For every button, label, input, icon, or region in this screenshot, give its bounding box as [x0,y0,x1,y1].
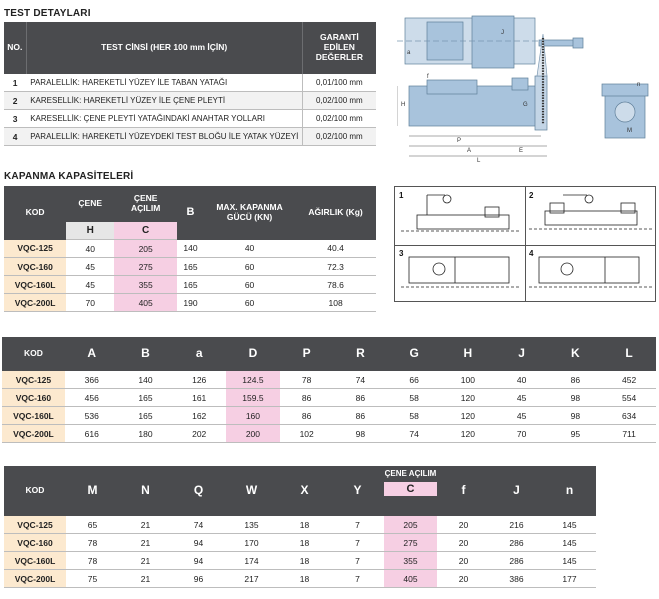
test-value-cell: 0,02/100 mm [302,92,376,110]
value-cell: 126 [172,371,226,389]
table-row [4,516,596,534]
value-cell: 100 [441,371,495,389]
table-row [4,74,376,92]
value-cell: 66 [387,371,441,389]
value-cell: 355 [384,552,437,570]
opening-header-label: ÇENE AÇILIM [384,469,437,478]
value-cell: 58 [387,407,441,425]
cap-header-opening: ÇENE AÇILIM [114,186,177,222]
value-cell: 78 [280,371,334,389]
table-row [4,552,596,570]
code-cell: VQC-200L [4,570,66,588]
value-cell: 65 [66,516,119,534]
dims1-header-col: L [602,337,656,371]
value-cell: 21 [119,516,172,534]
dimension-label: E [519,148,524,154]
value-cell: 275 [114,258,177,276]
table-row [4,92,376,110]
value-cell: 165 [177,258,204,276]
dims1-header-col: B [119,337,173,371]
value-cell: 40 [66,240,114,258]
dims1-header-col: A [65,337,119,371]
value-cell: 45 [66,276,114,294]
value-cell: 536 [65,407,119,425]
value-cell: 86 [280,407,334,425]
dimension-label: M [627,128,632,134]
value-cell: 174 [225,552,278,570]
value-cell: 74 [334,371,388,389]
value-cell: 40.4 [295,240,376,258]
test-no-cell: 2 [4,92,26,110]
test-name-cell: KARESELLİK: ÇENE PLEYTİ YATAĞINDAKİ ANAHTAR YOLLARI [26,110,302,128]
table-row [2,389,656,407]
value-cell: 86 [548,371,602,389]
test-section-title: TEST DETAYLARI [4,8,91,19]
value-cell: 45 [66,258,114,276]
value-cell: 120 [441,425,495,443]
value-cell: 405 [384,570,437,588]
value-cell: 161 [172,389,226,407]
dims1-header-col: D [226,337,280,371]
value-cell: 60 [204,258,295,276]
panel-label-1: 1 [399,191,404,200]
value-cell: 20 [437,570,490,588]
code-cell: VQC-200L [4,294,66,312]
value-cell: 177 [543,570,596,588]
value-cell: 135 [225,516,278,534]
dimension-label: P [457,138,462,144]
capacity-table [4,186,376,312]
test-value-cell: 0,02/100 mm [302,110,376,128]
value-cell: 120 [441,389,495,407]
value-cell: 140 [119,371,173,389]
dims2-header-col: W [225,466,278,516]
panel-label-2: 2 [529,191,534,200]
value-cell: 355 [114,276,177,294]
value-cell: 18 [278,570,331,588]
table-row [4,294,376,312]
value-cell: 21 [119,552,172,570]
test-name-cell: PARALELLİK: HAREKETLİ YÜZEYDEKİ TEST BLOĞU İLE YATAK YÜZEYİ [26,128,302,146]
test-panels [394,186,656,302]
value-cell: 386 [490,570,543,588]
value-cell: 96 [172,570,225,588]
header-no: NO. [4,22,26,74]
table-row [4,534,596,552]
code-cell: VQC-125 [2,371,65,389]
value-cell: 94 [172,552,225,570]
value-cell: 21 [119,570,172,588]
value-cell: 145 [543,516,596,534]
value-cell: 124.5 [226,371,280,389]
value-cell: 74 [172,516,225,534]
value-cell: 45 [495,407,549,425]
value-cell: 20 [437,516,490,534]
code-cell: VQC-160L [4,552,66,570]
table-row [2,425,656,443]
dimensions-table-1 [2,337,656,443]
value-cell: 20 [437,552,490,570]
value-cell: 159.5 [226,389,280,407]
value-cell: 75 [66,570,119,588]
value-cell: 86 [280,389,334,407]
dims1-header-col: P [280,337,334,371]
dims1-header-col: a [172,337,226,371]
value-cell: 145 [543,552,596,570]
panel-label-4: 4 [529,249,534,258]
value-cell: 45 [495,389,549,407]
value-cell: 165 [119,389,173,407]
cap-subheader-c: C [114,222,177,240]
code-cell: VQC-125 [4,516,66,534]
dims2-header-col: f [437,466,490,516]
value-cell: 78 [66,534,119,552]
dims2-header-code: KOD [4,466,66,516]
table-row [4,110,376,128]
value-cell: 108 [295,294,376,312]
cap-header-jaw: ÇENE [66,186,114,222]
test-details-table [4,22,376,146]
dims2-header-col: X [278,466,331,516]
dims2-header-col: N [119,466,172,516]
code-cell: VQC-160 [4,258,66,276]
test-name-cell: PARALELLİK: HAREKETLİ YÜZEY İLE TABAN YATAĞI [26,74,302,92]
dimension-label: a [407,50,411,56]
capacity-section-title: KAPANMA KAPASİTELERİ [4,171,134,182]
value-cell: 60 [204,294,295,312]
test-no-cell: 1 [4,74,26,92]
value-cell: 7 [331,570,384,588]
value-cell: 366 [65,371,119,389]
code-cell: VQC-160 [2,389,65,407]
vise-technical-drawing [397,14,659,164]
value-cell: 21 [119,534,172,552]
dimension-label: A [467,148,472,154]
table-row [2,407,656,425]
table-row [4,570,596,588]
value-cell: 18 [278,534,331,552]
value-cell: 7 [331,534,384,552]
value-cell: 20 [437,534,490,552]
value-cell: 95 [548,425,602,443]
dims2-header-col: n [543,466,596,516]
value-cell: 72.3 [295,258,376,276]
value-cell: 40 [204,240,295,258]
value-cell: 18 [278,516,331,534]
value-cell: 205 [114,240,177,258]
cap-header-force: MAX. KAPANMA GÜCÜ (KN) [204,186,295,240]
cap-subheader-h: H [66,222,114,240]
code-cell: VQC-160L [4,276,66,294]
dimension-label: H [401,102,406,108]
cap-header-code: KOD [4,186,66,240]
dimensions-table-2 [4,466,596,588]
value-cell: 216 [490,516,543,534]
dims2-header-col: Q [172,466,225,516]
value-cell: 58 [387,389,441,407]
dims1-header-col: H [441,337,495,371]
value-cell: 98 [548,407,602,425]
dims1-header-col: J [495,337,549,371]
value-cell: 18 [278,552,331,570]
code-cell: VQC-160 [4,534,66,552]
header-guaranteed: GARANTİ EDİLEN DEĞERLER [302,22,376,74]
value-cell: 98 [334,425,388,443]
value-cell: 202 [172,425,226,443]
dims1-header-col: R [334,337,388,371]
table-row [2,371,656,389]
value-cell: 145 [543,534,596,552]
value-cell: 86 [334,389,388,407]
value-cell: 86 [334,407,388,425]
dims2-header-col: M [66,466,119,516]
table-row [4,258,376,276]
code-cell: VQC-200L [2,425,65,443]
dimension-label: L [477,158,481,164]
value-cell: 286 [490,552,543,570]
table-row [4,276,376,294]
dims2-header-col: J [490,466,543,516]
value-cell: 120 [441,407,495,425]
value-cell: 40 [495,371,549,389]
value-cell: 78 [66,552,119,570]
cap-header-b: B [177,186,204,240]
value-cell: 190 [177,294,204,312]
test-value-cell: 0,01/100 mm [302,74,376,92]
test-no-cell: 4 [4,128,26,146]
table-row [4,128,376,146]
code-cell: VQC-125 [4,240,66,258]
value-cell: 60 [204,276,295,294]
dims1-header-col: K [548,337,602,371]
test-name-cell: KARESELLİK: HAREKETLİ YÜZEY İLE ÇENE PLEYTİ [26,92,302,110]
value-cell: 634 [602,407,656,425]
value-cell: 405 [114,294,177,312]
cap-header-weight: AĞIRLIK (Kg) [295,186,376,240]
value-cell: 170 [225,534,278,552]
value-cell: 711 [602,425,656,443]
value-cell: 7 [331,516,384,534]
value-cell: 286 [490,534,543,552]
dimension-label: n [637,82,641,88]
value-cell: 200 [226,425,280,443]
value-cell: 180 [119,425,173,443]
dims1-header-col: G [387,337,441,371]
value-cell: 165 [119,407,173,425]
value-cell: 205 [384,516,437,534]
value-cell: 165 [177,276,204,294]
value-cell: 140 [177,240,204,258]
header-test-type: TEST CİNSİ (HER 100 mm İÇİN) [26,22,302,74]
value-cell: 456 [65,389,119,407]
value-cell: 162 [172,407,226,425]
dimension-label: f [427,74,429,80]
value-cell: 554 [602,389,656,407]
opening-header-c: C [384,482,437,496]
test-no-cell: 3 [4,110,26,128]
value-cell: 275 [384,534,437,552]
dimension-label: G [523,102,528,108]
dims2-header-col: Y [331,466,384,516]
value-cell: 102 [280,425,334,443]
value-cell: 7 [331,552,384,570]
value-cell: 94 [172,534,225,552]
dims1-header-code: KOD [2,337,65,371]
value-cell: 70 [66,294,114,312]
code-cell: VQC-160L [2,407,65,425]
value-cell: 70 [495,425,549,443]
test-value-cell: 0,02/100 mm [302,128,376,146]
value-cell: 78.6 [295,276,376,294]
value-cell: 217 [225,570,278,588]
value-cell: 616 [65,425,119,443]
value-cell: 98 [548,389,602,407]
table-row [4,240,376,258]
panel-label-3: 3 [399,249,404,258]
value-cell: 452 [602,371,656,389]
dimension-label: J [501,30,504,36]
value-cell: 74 [387,425,441,443]
value-cell: 160 [226,407,280,425]
dims2-header-col [384,466,437,516]
